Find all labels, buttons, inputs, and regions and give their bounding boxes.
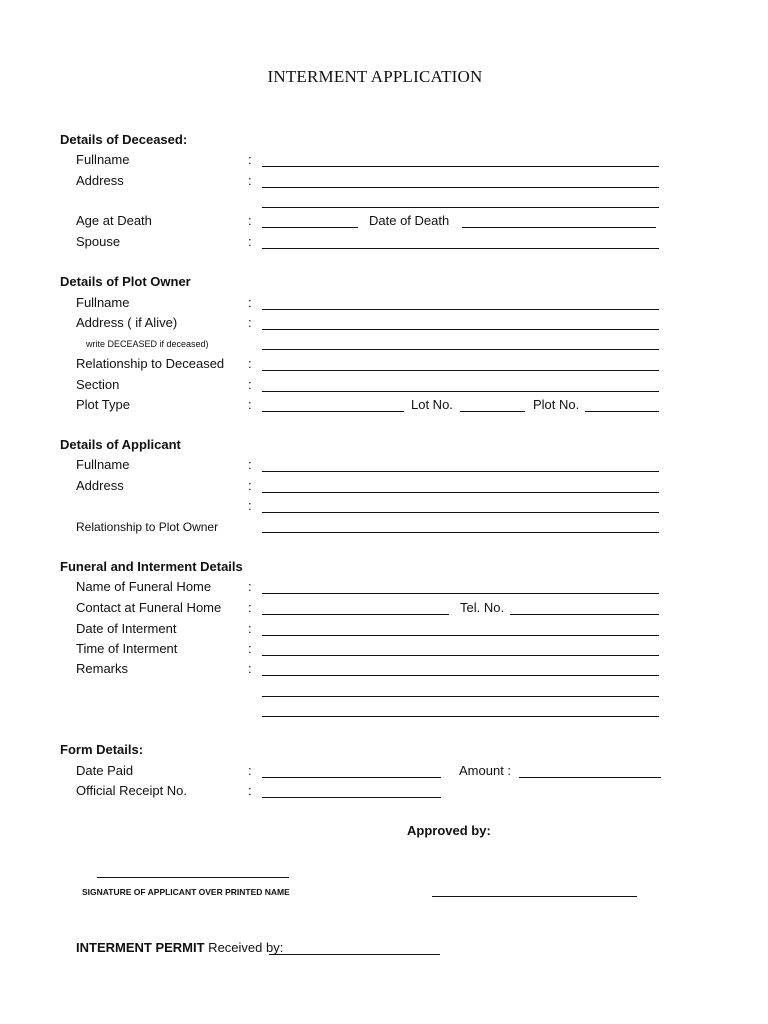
colon: : bbox=[248, 356, 252, 371]
applicant-fullname-field[interactable] bbox=[262, 471, 659, 472]
official-receipt-label: Official Receipt No. bbox=[76, 783, 188, 798]
plot-owner-fullname-field[interactable] bbox=[262, 309, 659, 310]
interment-permit-label: INTERMENT PERMIT bbox=[76, 940, 205, 955]
remarks-field[interactable] bbox=[262, 675, 659, 676]
section-label: Section bbox=[76, 377, 120, 392]
deceased-fullname-label: Fullname bbox=[76, 152, 130, 167]
colon: : bbox=[248, 315, 252, 330]
plot-no-label: Plot No. bbox=[533, 397, 580, 412]
approved-by-label: Approved by: bbox=[407, 823, 491, 838]
amount-label: Amount : bbox=[459, 763, 512, 778]
colon: : bbox=[248, 213, 252, 228]
relationship-to-deceased-field[interactable] bbox=[262, 370, 659, 371]
received-by-label: Received by: bbox=[204, 940, 284, 955]
date-paid-field[interactable] bbox=[262, 777, 441, 778]
colon: : bbox=[248, 661, 252, 676]
plot-owner-address-note: write DECEASED if deceased) bbox=[86, 339, 209, 349]
remarks-field-3[interactable] bbox=[262, 716, 659, 717]
colon: : bbox=[248, 173, 252, 188]
funeral-home-label: Name of Funeral Home bbox=[76, 579, 212, 594]
received-by-field[interactable] bbox=[269, 954, 440, 955]
tel-no-field[interactable] bbox=[510, 614, 659, 615]
colon: : bbox=[248, 397, 252, 412]
time-of-interment-label: Time of Interment bbox=[76, 641, 178, 656]
section-heading-applicant: Details of Applicant bbox=[60, 437, 181, 452]
colon: : bbox=[248, 457, 252, 472]
colon: : bbox=[248, 234, 252, 249]
funeral-contact-field[interactable] bbox=[262, 614, 449, 615]
applicant-address-field-2[interactable] bbox=[262, 512, 659, 513]
section-heading-plot-owner: Details of Plot Owner bbox=[60, 274, 191, 289]
deceased-address-field-2[interactable] bbox=[262, 207, 659, 208]
signature-caption: SIGNATURE OF APPLICANT OVER PRINTED NAME bbox=[82, 887, 290, 897]
official-receipt-field[interactable] bbox=[262, 797, 441, 798]
remarks-label: Remarks bbox=[76, 661, 129, 676]
relationship-to-plot-owner-field[interactable] bbox=[262, 532, 659, 533]
deceased-fullname-field[interactable] bbox=[262, 166, 659, 167]
amount-field[interactable] bbox=[519, 777, 661, 778]
remarks-field-2[interactable] bbox=[262, 696, 659, 697]
age-at-death-label: Age at Death bbox=[76, 213, 152, 228]
date-of-interment-field[interactable] bbox=[262, 635, 659, 636]
applicant-fullname-label: Fullname bbox=[76, 457, 130, 472]
section-heading-funeral: Funeral and Interment Details bbox=[60, 559, 243, 574]
colon: : bbox=[248, 295, 252, 310]
date-of-death-label: Date of Death bbox=[369, 213, 450, 228]
section-field[interactable] bbox=[262, 391, 659, 392]
colon: : bbox=[248, 621, 252, 636]
funeral-home-field[interactable] bbox=[262, 593, 659, 594]
applicant-address-field[interactable] bbox=[262, 492, 659, 493]
colon: : bbox=[248, 600, 252, 615]
interment-permit-line bbox=[76, 940, 283, 955]
relationship-to-plot-owner-label: Relationship to Plot Owner bbox=[76, 520, 219, 534]
date-of-interment-label: Date of Interment bbox=[76, 621, 177, 636]
spouse-label: Spouse bbox=[76, 234, 121, 249]
colon: : bbox=[248, 641, 252, 656]
plot-type-label: Plot Type bbox=[76, 397, 130, 412]
tel-no-label: Tel. No. bbox=[460, 600, 505, 615]
colon: : bbox=[248, 579, 252, 594]
applicant-signature-line[interactable] bbox=[97, 877, 289, 878]
funeral-contact-label: Contact at Funeral Home bbox=[76, 600, 222, 615]
plot-owner-fullname-label: Fullname bbox=[76, 295, 130, 310]
deceased-address-field[interactable] bbox=[262, 187, 659, 188]
relationship-to-deceased-label: Relationship to Deceased bbox=[76, 356, 225, 371]
lot-no-label: Lot No. bbox=[411, 397, 453, 412]
colon: : bbox=[248, 763, 252, 778]
approver-signature-line[interactable] bbox=[432, 896, 637, 897]
date-paid-label: Date Paid bbox=[76, 763, 134, 778]
deceased-address-label: Address bbox=[76, 173, 124, 188]
plot-owner-address-field[interactable] bbox=[262, 329, 659, 330]
plot-owner-address-label: Address ( if Alive) bbox=[76, 315, 178, 330]
time-of-interment-field[interactable] bbox=[262, 655, 659, 656]
plot-type-field[interactable] bbox=[262, 411, 404, 412]
plot-no-field[interactable] bbox=[585, 411, 659, 412]
section-heading-deceased: Details of Deceased: bbox=[60, 132, 188, 147]
date-of-death-field[interactable] bbox=[462, 227, 656, 228]
colon: : bbox=[248, 783, 252, 798]
colon: : bbox=[248, 377, 252, 392]
age-at-death-field[interactable] bbox=[262, 227, 358, 228]
plot-owner-address-field-2[interactable] bbox=[262, 349, 659, 350]
applicant-address-label: Address bbox=[76, 478, 124, 493]
spouse-field[interactable] bbox=[262, 248, 659, 249]
colon: : bbox=[248, 498, 252, 513]
section-heading-form-details: Form Details: bbox=[60, 742, 144, 757]
lot-no-field[interactable] bbox=[460, 411, 525, 412]
colon: : bbox=[248, 478, 252, 493]
colon: : bbox=[248, 152, 252, 167]
form-title: INTERMENT APPLICATION bbox=[267, 67, 483, 86]
